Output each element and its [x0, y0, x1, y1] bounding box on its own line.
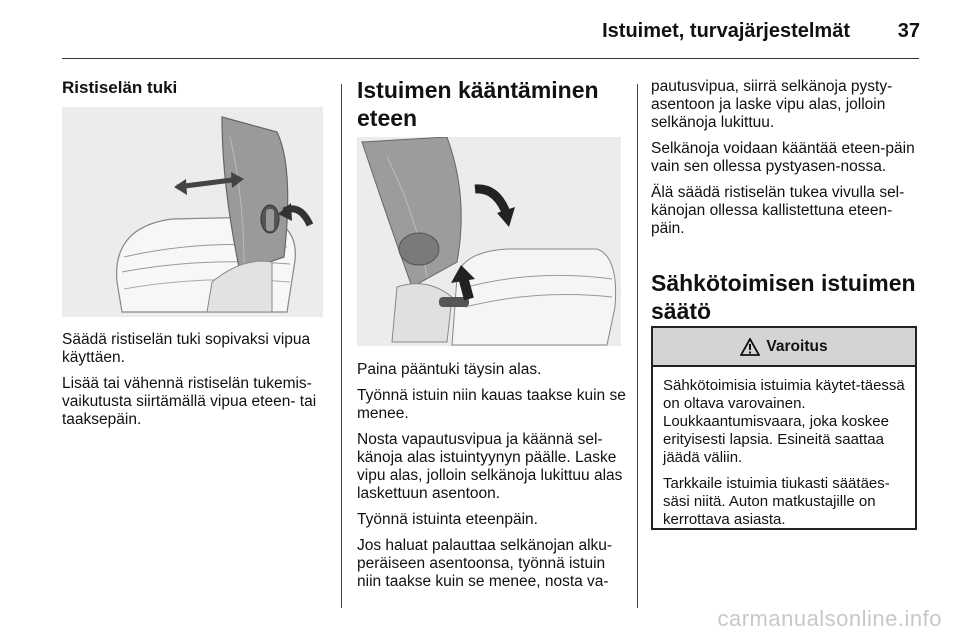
warning-box: [651, 326, 917, 530]
section-heading-power-seat: [651, 269, 921, 325]
paragraph: Työnnä istuinta eteenpäin.: [357, 511, 538, 528]
paragraph: Työnnä istuin niin kauas taakse kuin se menee.: [357, 387, 626, 422]
header-divider: [62, 58, 919, 59]
lumbar-support-illustration: [62, 107, 323, 317]
paragraph: Selkänoja voidaan kääntää eteen-päin vain sen ollessa pystyasen-nossa.: [651, 140, 915, 175]
heading-line: Istuimen kääntäminen: [357, 77, 599, 103]
heading-line: säätö: [651, 298, 712, 324]
paragraph: Nosta vapautusvipua ja käännä sel-känoja alas istuintyynyn päälle. Laske vipu alas, jolloin selkänoja lukittuu alas laskettuun asentoon.: [357, 431, 623, 502]
section-heading-fold-forward: [357, 76, 627, 132]
section-heading-lumbar: Ristiselän tuki: [62, 78, 178, 97]
warning-title: Varoitus: [766, 337, 828, 355]
column-1: [62, 78, 327, 98]
heading-line: eteen: [357, 105, 418, 131]
warning-paragraph: Sähkötoimisia istuimia käytet-täessä on oltava varovainen. Loukkaantumisvaara, joka koskee erityisesti lapsia. Esineitä saattaa jäädä väliin.: [663, 377, 905, 466]
warning-paragraph: Tarkkaile istuimia tiukasti säätäes-säsi niitä. Auton matkustajille on kerrottava asiasta.: [663, 475, 890, 528]
paragraph: pautusvipua, siirrä selkänoja pysty-asentoon ja laske vipu alas, jolloin selkänoja lukittuu.: [651, 78, 893, 131]
column-2: [357, 76, 627, 132]
warning-body: [653, 367, 915, 529]
paragraph: Lisää tai vähennä ristiselän tukemis-vaikutusta siirtämällä vipua eteen- tai taaksepäin.: [62, 375, 317, 428]
paragraph: Jos haluat palauttaa selkänojan alku-peräiseen asentoonsa, työnnä istuin niin taakse kuin se menee, nosta va-: [357, 537, 613, 590]
column-divider-2: [637, 84, 638, 608]
seat-fold-illustration: [357, 137, 621, 346]
page-number: 37: [897, 20, 920, 42]
section-heading-power-seat-block: [651, 269, 921, 325]
column-divider-1: [341, 84, 342, 608]
paragraph: Säädä ristiselän tuki sopivaksi vipua käyttäen.: [62, 331, 311, 366]
column-2-text: [357, 361, 629, 599]
column-3-text: [651, 78, 921, 246]
paragraph: Paina pääntuki täysin alas.: [357, 361, 542, 378]
watermark: carmanualsonline.info: [717, 606, 942, 631]
column-1-text: [62, 331, 330, 437]
heading-line: Sähkötoimisen istuimen: [651, 270, 916, 296]
warning-triangle-icon: [740, 338, 760, 356]
paragraph: Älä säädä ristiselän tukea vivulla sel-känojan ollessa kallistettuna eteen-päin.: [651, 184, 905, 237]
warning-header: [653, 328, 915, 367]
running-header-title: Istuimet, turvajärjestelmät: [602, 20, 850, 42]
